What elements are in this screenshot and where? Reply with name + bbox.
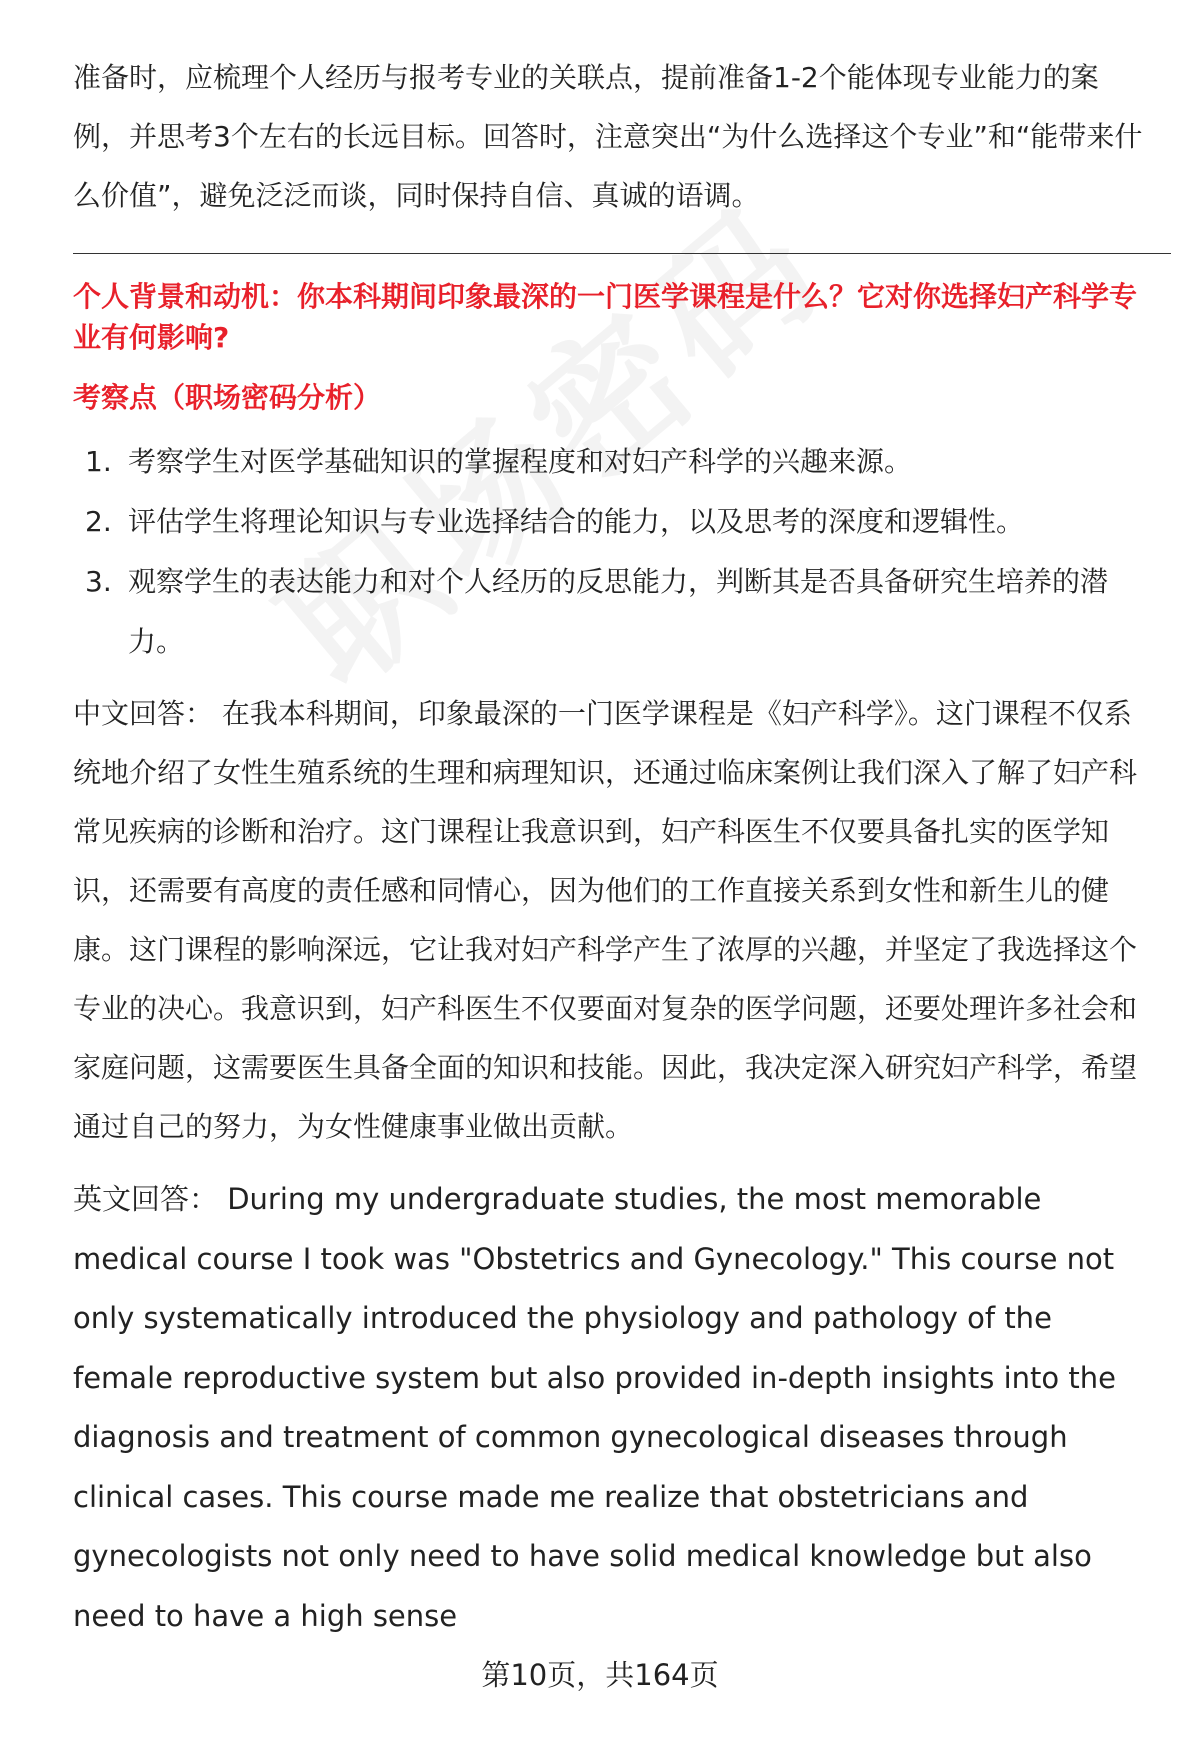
section-divider bbox=[73, 253, 1171, 254]
list-item bbox=[73, 552, 1153, 672]
evaluation-points-heading: 考察点（职场密码分析） bbox=[73, 381, 382, 414]
intro-paragraph: 准备时，应梳理个人经历与报考专业的关联点，提前准备1-2个能体现专业能力的案例，并思考3个左右的长远目标。回答时，注意突出“为什么选择这个专业”和“能带来什么价值”，避免泛泛而谈，同时保持自信、真诚的语调。 bbox=[73, 61, 1143, 212]
chinese-answer: 中文回答： 在我本科期间，印象最深的一门医学课程是《妇产科学》。这门课程不仅系统地介绍了女性生殖系统的生理和病理知识，还通过临床案例让我们深入了解了妇产科常见疾病的诊断和治疗。这门课程让我意识到，妇产科医生不仅要具备扎实的医学知识，还需要有高度的责任感和同情心，因为他们的工作直接关系到女性和新生儿的健康。这门课程的影响深远，它让我对妇产科学产生了浓厚的兴趣，并坚定了我选择这个专业的决心。我意识到，妇产科医生不仅要面对复杂的医学问题，还要处理许多社会和家庭问题，这需要医生具备全面的知识和技能。因此，我决定深入研究妇产科学，希望通过自己的努力，为女性健康事业做出贡献。 bbox=[73, 697, 1138, 1143]
evaluation-points-list bbox=[73, 432, 1153, 672]
list-item-text: 评估学生将理论知识与专业选择结合的能力，以及思考的深度和逻辑性。 bbox=[128, 505, 1025, 538]
list-item-number: 3. bbox=[85, 565, 112, 598]
english-answer: 英文回答： During my undergraduate studies, the most memorable medical course I took was "Obstetrics and Gynecology." This course not only systematically introduced the physiology and pathology of the female reproductive system but also provided in-depth insights into the diagnosis and treatment of common gynecological diseases through clinical cases. This course made me realize that obstetricians and gynecologists not only need to have solid medical knowledge but also need to have a high sense bbox=[73, 1182, 1116, 1633]
list-item bbox=[73, 432, 1153, 492]
page-number-footer: 第10页，共164页 bbox=[481, 1658, 719, 1692]
list-item-number: 2. bbox=[85, 505, 112, 538]
list-item-text: 观察学生的表达能力和对个人经历的反思能力，判断其是否具备研究生培养的潜力。 bbox=[128, 565, 1109, 658]
question-heading: 个人背景和动机：你本科期间印象最深的一门医学课程是什么？它对你选择妇产科学专业有何影响? bbox=[73, 280, 1138, 354]
list-item bbox=[73, 492, 1153, 552]
document-body bbox=[73, 48, 1153, 1646]
list-item-text: 考察学生对医学基础知识的掌握程度和对妇产科学的兴趣来源。 bbox=[128, 445, 913, 478]
list-item-number: 1. bbox=[85, 445, 112, 478]
